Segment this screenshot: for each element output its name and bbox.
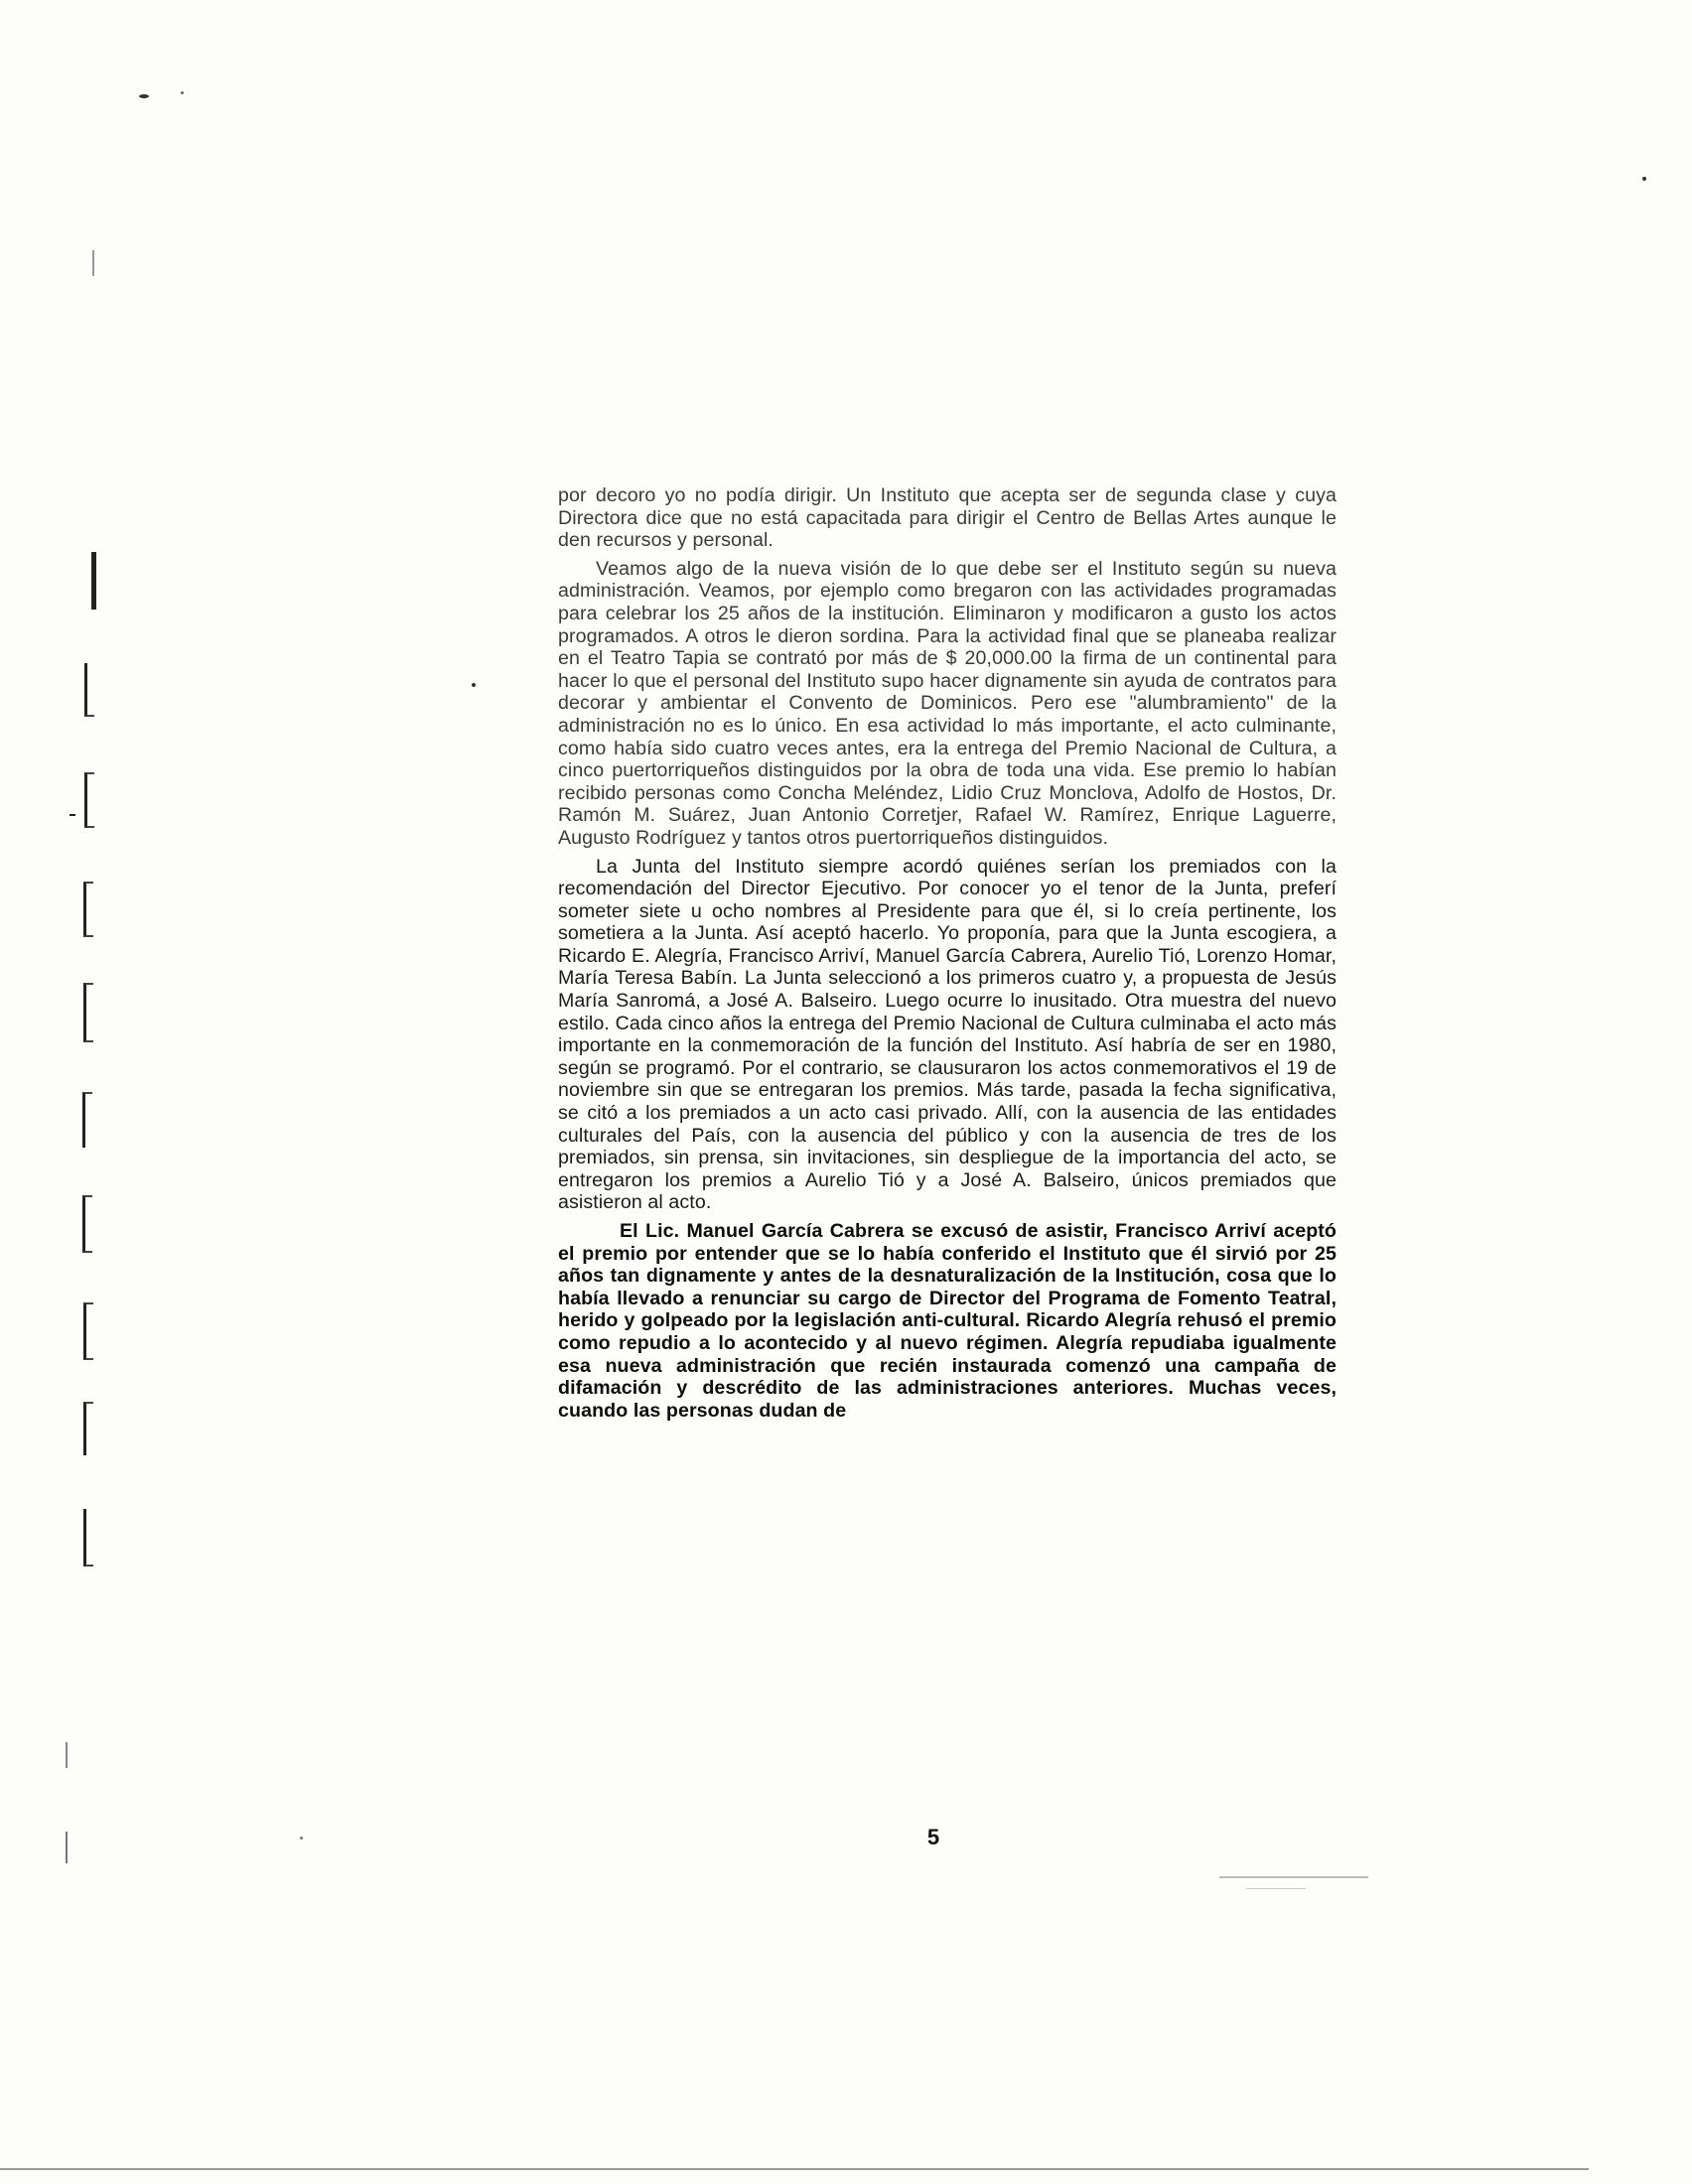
scan-smudge (1219, 1876, 1368, 1878)
scan-speck (472, 683, 476, 687)
binding-mark (91, 552, 96, 610)
scan-speck (139, 94, 149, 98)
paragraph: La Junta del Instituto siempre acordó quiénes serían los premiados con la recomendación del Director Ejecutivo. Por conocer yo el tenor de la Junta, preferí someter siete u ocho nombres al Presidente para que él, si lo creía pertinente, los sometiera a la Junta. Así aceptó hacerlo. Yo proponía, para que la Junta escogiera, a Ricardo E. Alegría, Francisco Arriví, Manuel García Cabrera, Aurelio Tió, Lorenzo Homar, María Teresa Babín. La Junta seleccionó a los primeros cuatro y, a propuesta de Jesús María Sanromá, a José A. Balseiro. Luego ocurre lo inusitado. Otra muestra del nuevo estilo. Cada cinco años la entrega del Premio Nacional de Cultura culminaba el acto más importante en la conmemoración de la función del Instituto. Así habría de ser en 1980, según se programó. Por el contrario, se clausuraron los actos conmemorativos el 19 de noviembre sin que se entregaran los premios. Más tarde, pasada la fecha significativa, se citó a los premiados a un acto casi privado. Allí, con la ausencia de las entidades culturales del País, con la ausencia del público y con la ausencia de tres de los premiados, sin prensa, sin invitaciones, sin despliegue de la importancia del acto, se entregaron los premios a Aurelio Tió y a José A. Balseiro, únicos premiados que asistieron al acto. (558, 855, 1337, 1214)
binding-bracket (82, 1092, 92, 1148)
scan-speck (1642, 177, 1646, 181)
paragraph: Veamos algo de la nueva visión de lo que debe ser el Instituto según su nueva administración. Veamos, por ejemplo como bregaron con las actividades programadas para celebrar los 25 años de la institución. Eliminaron y modificaron a gusto los actos programados. A otros le dieron sordina. Para la actividad final que se planeaba realizar en el Teatro Tapia se contrató por más de $ 20,000.00 la firma de un continental para hacer lo que el personal del Instituto supo hacer dignamente sin ayuda de contratos para decorar y ambientar el Convento de Dominicos. Pero ese "alumbramiento" de la administración no es lo único. En esa actividad lo más importante, el acto culminante, como había sido cuatro veces antes, era la entrega del Premio Nacional de Cultura, a cinco puertorriqueños distinguidos por la obra de toda una vida. Ese premio lo habían recibido personas como Concha Meléndez, Lidio Cruz Monclova, Adolfo de Hostos, Dr. Ramón M. Suárez, Juan Antonio Corretjer, Rafael W. Ramírez, Enrique Laguerre, Augusto Rodríguez y tantos otros puertorriqueños distinguidos. (558, 557, 1337, 849)
binding-mark (66, 1742, 68, 1768)
binding-bracket (83, 1402, 93, 1455)
binding-bracket (83, 882, 93, 937)
binding-mark (70, 814, 75, 816)
scan-smudge (1246, 1888, 1306, 1889)
binding-bracket (84, 772, 94, 828)
binding-bracket (83, 983, 93, 1042)
binding-mark (66, 1832, 68, 1863)
binding-bracket (84, 663, 94, 717)
paragraph: El Lic. Manuel García Cabrera se excusó de asistir, Francisco Arriví aceptó el premio por entender que se lo había conferido el Instituto que él sirvió por 25 años tan dignamente y antes de la desnaturalización de la Institución, cosa que lo había llevado a renunciar su cargo de Director del Programa de Fomento Teatral, herido y golpeado por la legislación anti-cultural. Ricardo Alegría rehusó el premio como repudio a lo acontecido y al nuevo régimen. Alegría repudiaba igualmente esa nueva administración que recién instaurada comenzó una campaña de difamación y descrédito de las administraciones anteriores. Muchas veces, cuando las personas dudan de (558, 1220, 1337, 1422)
document-body (558, 484, 1337, 1428)
page-number: 5 (926, 1825, 940, 1849)
binding-mark (92, 250, 94, 276)
paragraph: por decoro yo no podía dirigir. Un Instituto que acepta ser de segunda clase y cuya Directora dice que no está capacitada para dirigir el Centro de Bellas Artes aunque le den recursos y personal. (558, 484, 1337, 552)
scan-speck (181, 91, 184, 94)
binding-bracket (82, 1195, 92, 1253)
scan-speck (300, 1837, 303, 1840)
scan-edge-line (0, 2168, 1589, 2170)
binding-bracket (83, 1509, 93, 1567)
binding-bracket (83, 1302, 93, 1360)
